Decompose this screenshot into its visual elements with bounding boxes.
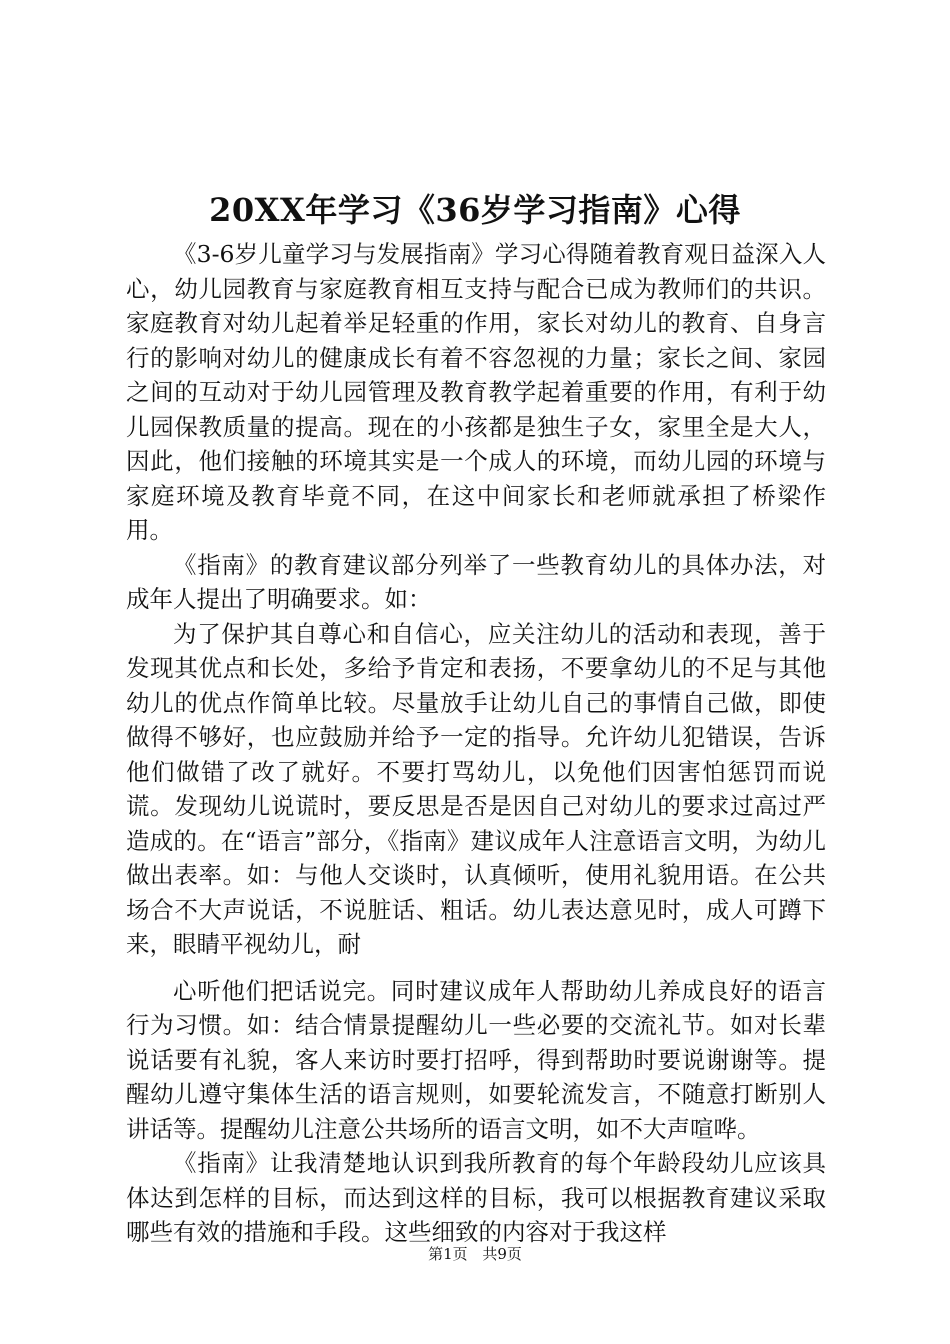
paragraph: 心听他们把话说完。同时建议成年人帮助幼儿养成良好的语言行为习惯。如：结合情景提醒幼儿一些必要的交流礼节。如对长辈说话要有礼貌，客人来访时要打招呼，得到帮助时要说谢谢等。提醒幼儿遵守集体生活的语言规则，如要轮流发言，不随意打断别人讲话等。提醒幼儿注意公共场所的语言文明，如不大声喧哗。 <box>126 976 826 1143</box>
paragraph: 为了保护其自尊心和自信心，应关注幼儿的活动和表现，善于发现其优点和长处，多给予肯定和表扬，不要拿幼儿的不足与其他幼儿的优点作简单比较。尽量放手让幼儿自己的事情自己做，即使做得不够好，也应鼓励并给予一定的指导。允许幼儿犯错误，告诉他们做错了改了就好。不要打骂幼儿，以免他们因害怕惩罚而说谎。发现幼儿说谎时，要反思是否是因自己对幼儿的要求过高过严造成的。在“语言”部分，《指南》建议成年人注意语言文明，为幼儿做出表率。如：与他人交谈时，认真倾听，使用礼貌用语。在公共场合不大声说话，不说脏话、粗话。幼儿表达意见时，成人可蹲下来，眼睛平视幼儿，耐 <box>126 619 826 958</box>
paragraph: 《3-6岁儿童学习与发展指南》学习心得随着教育观日益深入人心，幼儿园教育与家庭教育相互支持与配合已成为教师们的共识。家庭教育对幼儿起着举足轻重的作用，家长对幼儿的教育、自身言行的影响对幼儿的健康成长有着不容忽视的力量；家长之间、家园之间的互动对于幼儿园管理及教育教学起着重要的作用，有利于幼儿园保教质量的提高。现在的小孩都是独生子女，家里全是大人，因此，他们接触的环境其实是一个成人的环境，而幼儿园的环境与家庭环境及教育毕竟不同，在这中间家长和老师就承担了桥梁作用。 <box>126 240 826 544</box>
page-footer <box>0 1244 950 1264</box>
page-number: 第1页 <box>428 1245 468 1263</box>
paragraph: 《指南》让我清楚地认识到我所教育的每个年龄段幼儿应该具体达到怎样的目标，而达到这样的目标，我可以根据教育建议采取哪些有效的措施和手段。这些细致的内容对于我这样 <box>126 1149 826 1246</box>
page-total: 共9页 <box>482 1245 522 1263</box>
paragraph: 《指南》的教育建议部分列举了一些教育幼儿的具体办法，对成年人提出了明确要求。如： <box>126 550 826 613</box>
page-title: 20XX年学习《36岁学习指南》心得 <box>209 191 741 229</box>
document-body <box>126 237 826 1250</box>
